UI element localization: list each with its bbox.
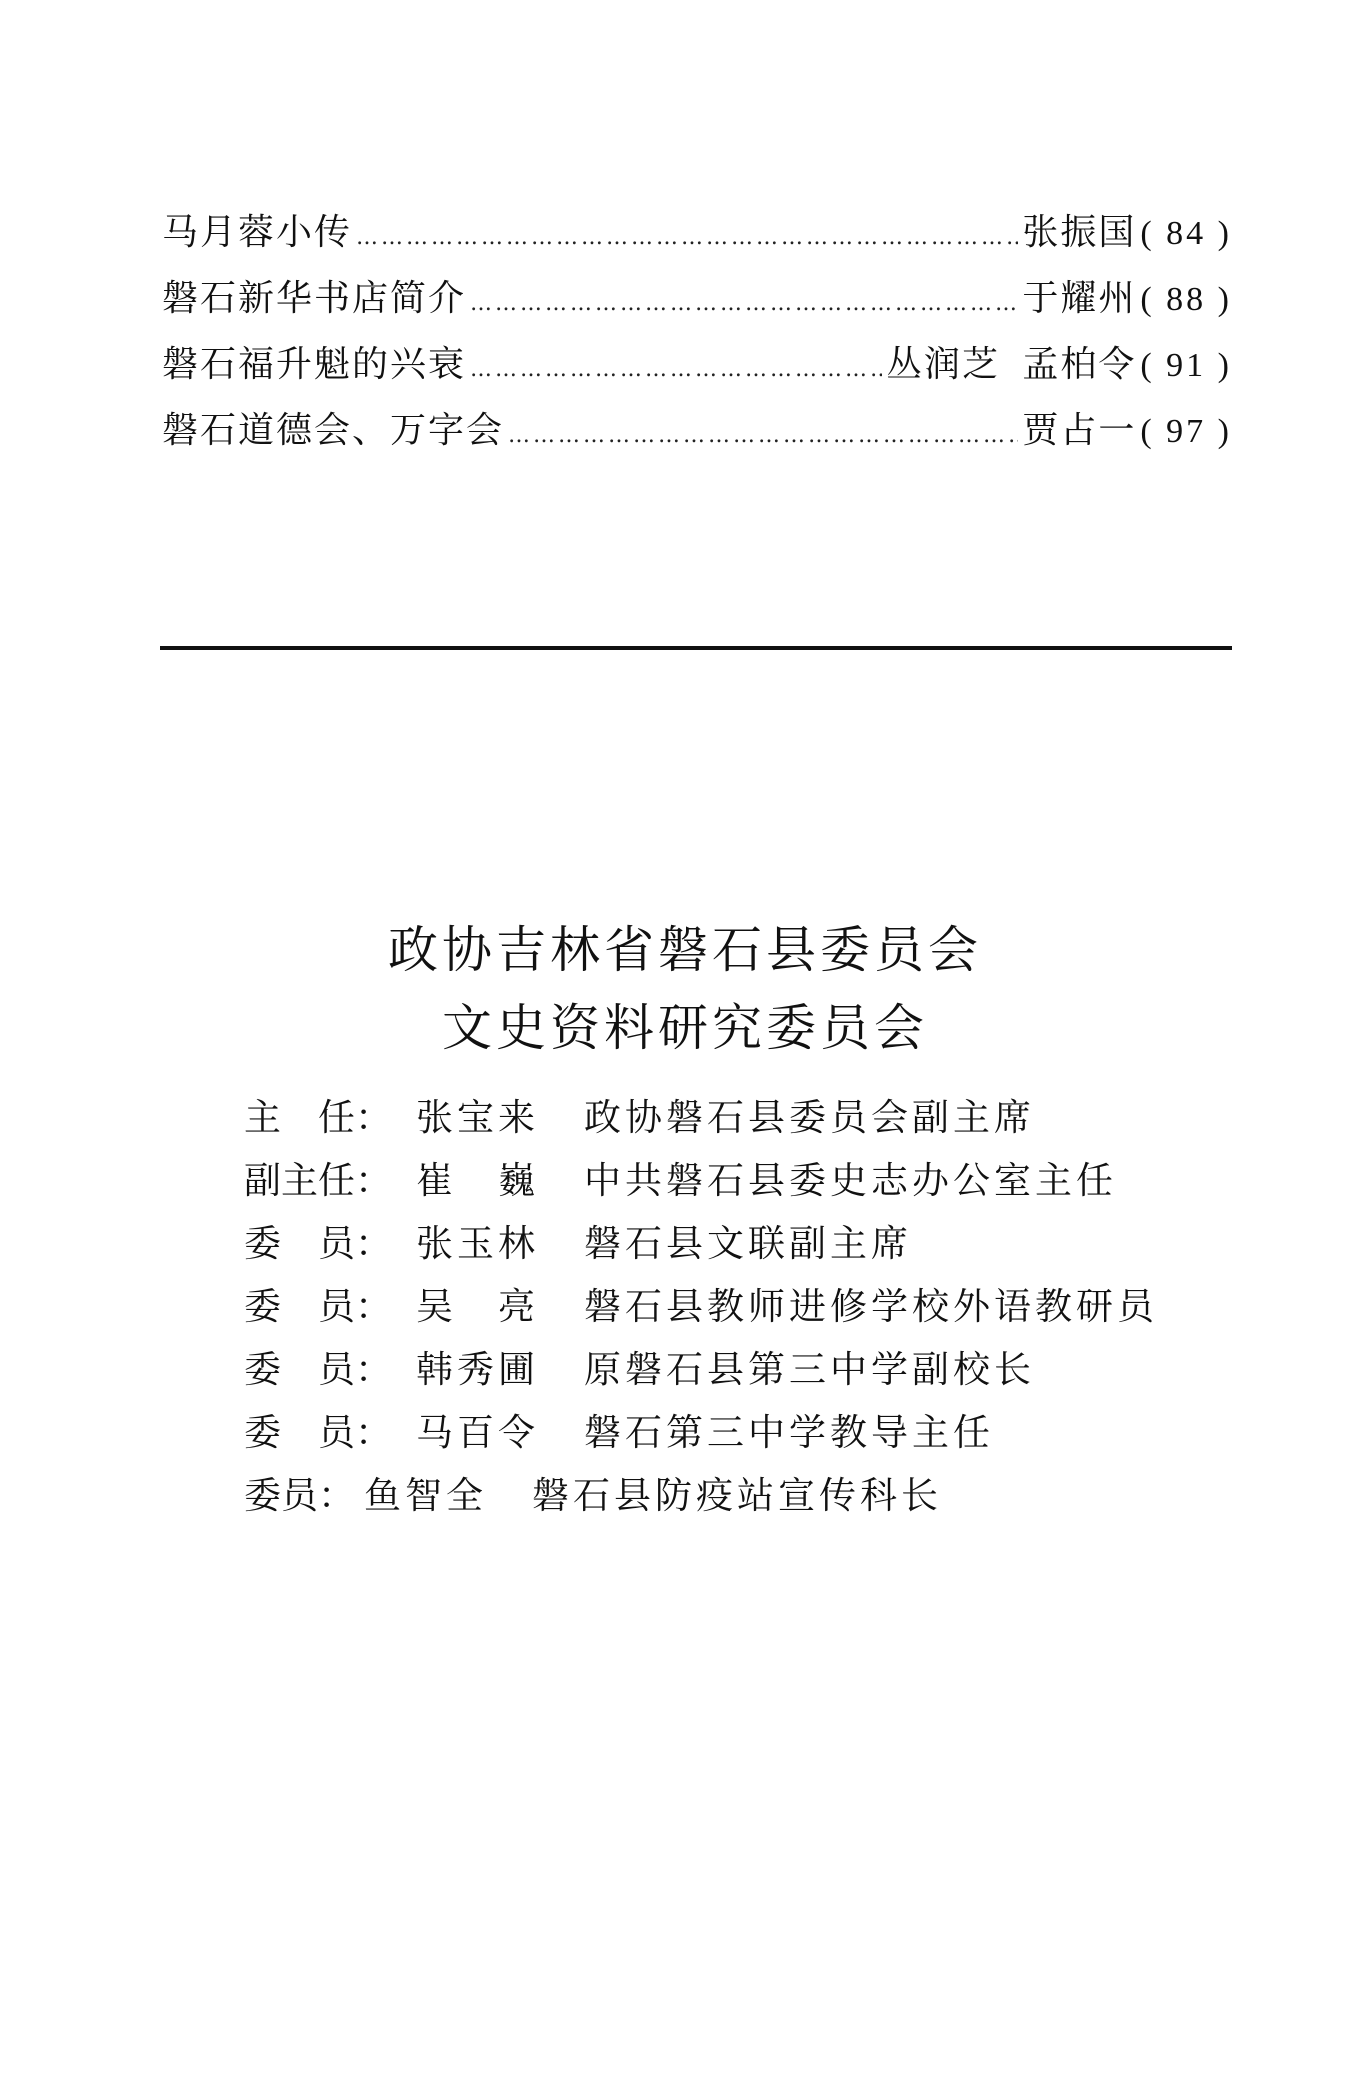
- member-description: 中共磐石县委史志办公室主任: [584, 1159, 1117, 1202]
- member-name: 张玉林: [416, 1222, 539, 1265]
- member-role: 委 员：: [244, 1285, 392, 1328]
- member-role: 委员：: [244, 1474, 355, 1517]
- committee-title-line-2: 文史资料研究委员会: [442, 998, 928, 1057]
- toc-entry: [162, 332, 1232, 398]
- member-role: 委 员：: [244, 1348, 392, 1391]
- toc-entry: [162, 266, 1232, 332]
- member-name: 马百令: [416, 1411, 539, 1454]
- member-description: 磐石第三中学教导主任: [584, 1411, 994, 1454]
- member-name: 张宝来: [416, 1096, 539, 1139]
- toc-leader-dots: [508, 403, 1018, 469]
- toc-entry: [162, 200, 1232, 266]
- member-row: [244, 1212, 1244, 1275]
- committee-title-line-1: 政协吉林省磐石县委员会: [388, 920, 982, 979]
- member-row: [244, 1275, 1244, 1338]
- member-role: 委 员：: [244, 1411, 392, 1454]
- toc-entry-page: ( 91 ): [1140, 347, 1232, 384]
- toc-entry-title: 磐石福升魁的兴衰: [162, 344, 467, 385]
- member-row: [244, 1464, 1244, 1527]
- committee-member-list: [244, 1086, 1244, 1527]
- member-name: 鱼智全: [364, 1474, 487, 1517]
- divider-rule: [160, 646, 1232, 650]
- toc-entry-title: 磐石新华书店简介: [162, 278, 467, 319]
- member-row: [244, 1149, 1244, 1212]
- toc-leader-dots: [470, 271, 1018, 337]
- toc-leader-dots: [470, 337, 882, 403]
- member-name: 吴 亮: [416, 1285, 539, 1328]
- member-name: 韩秀圃: [416, 1348, 539, 1391]
- toc-entry-title: 马月蓉小传: [162, 212, 353, 253]
- toc-entry-author: 丛润芝: [886, 344, 1001, 385]
- toc-entry-author: 张振国: [1022, 212, 1137, 253]
- toc-entry-second-author: 孟柏令: [1022, 344, 1137, 385]
- member-description: 磐石县文联副主席: [584, 1222, 912, 1265]
- member-role: 主 任：: [244, 1096, 392, 1139]
- toc-entry-author: 于耀州: [1022, 278, 1137, 319]
- member-role: 委 员：: [244, 1222, 392, 1265]
- toc-entry: [162, 398, 1232, 464]
- member-row: [244, 1401, 1244, 1464]
- member-description: 原磐石县第三中学副校长: [584, 1348, 1035, 1391]
- member-description: 政协磐石县委员会副主席: [584, 1096, 1035, 1139]
- toc-entry-page: ( 84 ): [1140, 215, 1232, 252]
- member-role: 副主任：: [244, 1159, 392, 1202]
- toc-leader-dots: [356, 205, 1018, 271]
- toc-entry-author: 贾占一: [1022, 410, 1137, 451]
- toc-entry-page: ( 97 ): [1140, 413, 1232, 450]
- member-description: 磐石县防疫站宣传科长: [532, 1474, 942, 1517]
- toc-entry-title: 磐石道德会、万字会: [162, 410, 505, 451]
- member-row: [244, 1338, 1244, 1401]
- member-row: [244, 1086, 1244, 1149]
- member-description: 磐石县教师进修学校外语教研员: [584, 1285, 1158, 1328]
- toc-entry-page: ( 88 ): [1140, 281, 1232, 318]
- table-of-contents: [162, 200, 1232, 464]
- member-name: 崔 巍: [416, 1159, 539, 1202]
